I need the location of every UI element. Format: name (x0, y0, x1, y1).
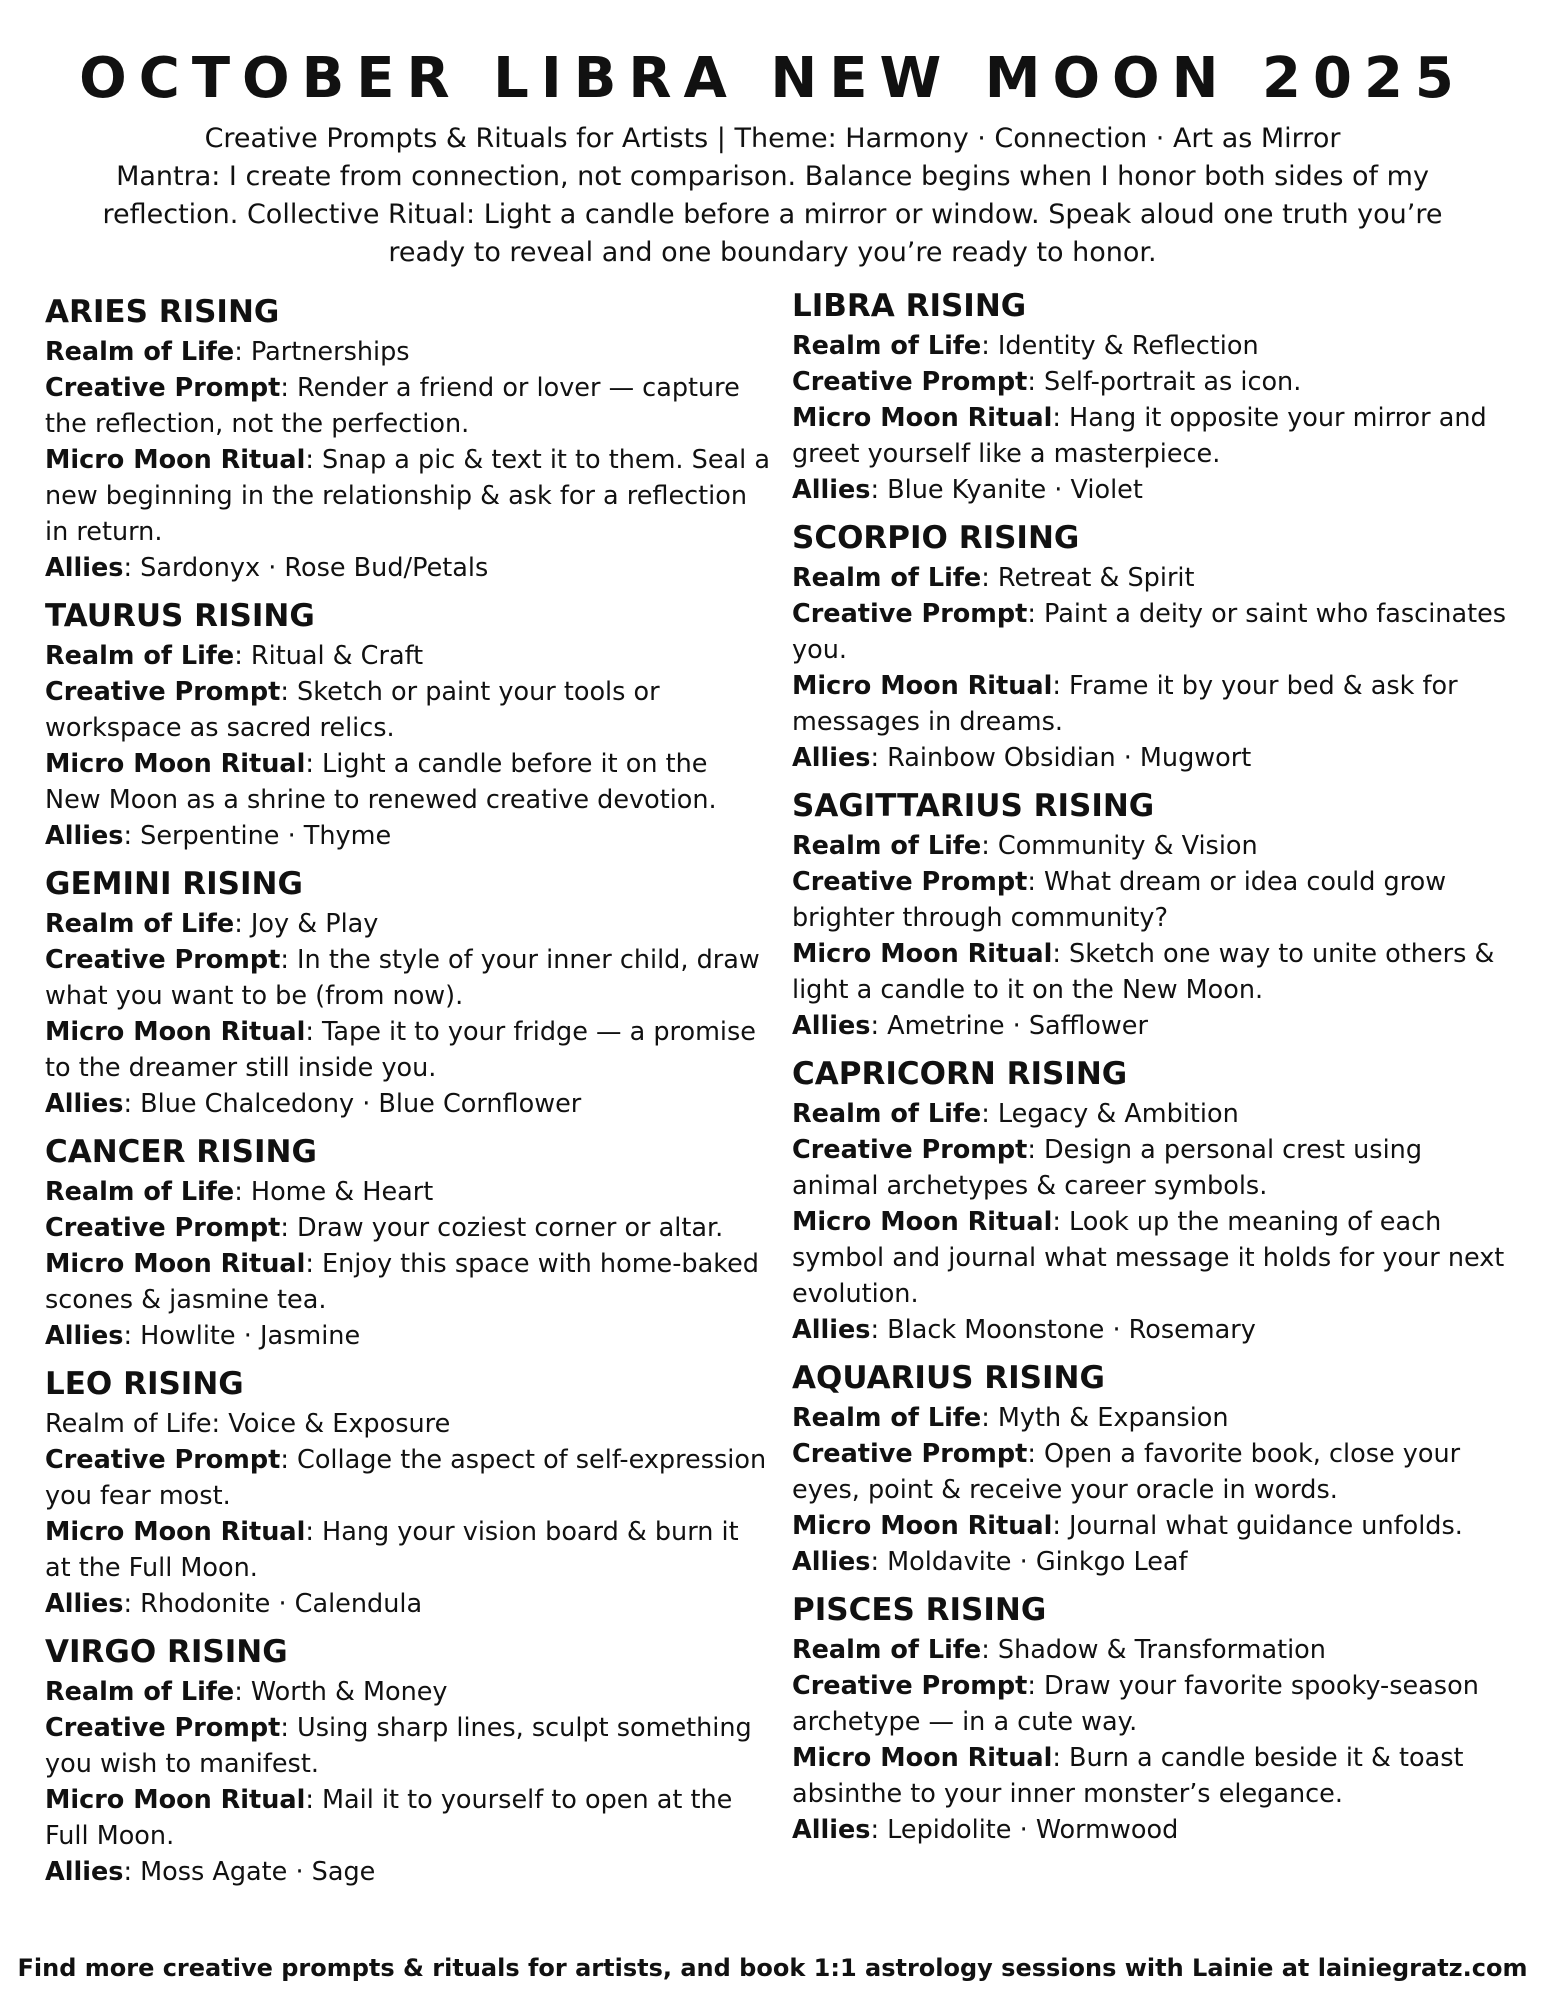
ritual-line (45, 746, 770, 818)
right-column (792, 286, 1510, 1858)
allies-line-value: : Moldavite · Ginkgo Leaf (870, 1547, 1188, 1577)
ritual-line-value: : Enjoy this space with home-baked scones & jasmine tea. (45, 1249, 759, 1315)
ritual-line-value: : Light a candle before it on the New Moon as a shrine to renewed creative devotion. (45, 749, 717, 815)
realm-line-label: Realm of Life (45, 641, 235, 671)
sign-heading: VIRGO RISING (45, 1634, 288, 1670)
allies-line-label: Allies (45, 553, 124, 583)
prompt-line (792, 596, 1510, 668)
ritual-line-label: Micro Moon Ritual (45, 1517, 306, 1547)
prompt-line-label: Creative Prompt (45, 1713, 281, 1743)
ritual-line-value: : Tape it to your fridge — a promise to the dreamer still inside you. (45, 1017, 756, 1083)
sign-section-capricorn (792, 1054, 1510, 1348)
sign-heading: SAGITTARIUS RISING (792, 788, 1155, 824)
intro (70, 120, 1475, 272)
allies-line-label: Allies (792, 1315, 871, 1345)
allies-line-label: Allies (792, 1815, 871, 1845)
prompt-line-value: : What dream or idea could grow brighter through community? (792, 867, 1447, 933)
sign-heading: CANCER RISING (45, 1134, 317, 1170)
prompt-line-value: : In the style of your inner child, draw what you want to be (from now). (45, 945, 760, 1011)
allies-line-value: : Blue Chalcedony · Blue Cornflower (123, 1089, 582, 1119)
allies-line (792, 1812, 1510, 1848)
sign-heading: AQUARIUS RISING (792, 1360, 1105, 1396)
sign-section-taurus (45, 596, 770, 854)
sign-heading: PISCES RISING (792, 1592, 1047, 1628)
prompt-line-value: : Sketch or paint your tools or workspace as sacred relics. (45, 677, 660, 743)
realm-line-value: : Joy & Play (234, 909, 379, 939)
ritual-line-label: Micro Moon Ritual (45, 1017, 306, 1047)
prompt-line (45, 1710, 770, 1782)
allies-line-label: Allies (45, 1857, 124, 1887)
sign-section-cancer (45, 1132, 770, 1354)
realm-line (45, 334, 770, 370)
ritual-line (792, 1204, 1510, 1312)
allies-line (792, 1544, 1510, 1580)
sign-section-pisces (792, 1590, 1510, 1848)
footer-note: Find more creative prompts & rituals for artists, and book 1:1 astrology sessions with Lainie at lainiegratz.com (17, 1954, 1528, 1982)
ritual-line-value: : Frame it by your bed & ask for messages in dreams. (792, 671, 1458, 737)
allies-line-label: Allies (45, 1589, 124, 1619)
prompt-line (45, 1442, 770, 1514)
sign-section-aries (45, 292, 770, 586)
ritual-line-value: : Hang it opposite your mirror and greet yourself like a masterpiece. (792, 403, 1487, 469)
prompt-line-value: : Self-portrait as icon. (1027, 367, 1302, 397)
prompt-line (45, 942, 770, 1014)
ritual-line-label: Micro Moon Ritual (45, 1249, 306, 1279)
ritual-line-label: Micro Moon Ritual (792, 1511, 1053, 1541)
sign-heading: CAPRICORN RISING (792, 1056, 1128, 1092)
ritual-line-label: Micro Moon Ritual (792, 939, 1053, 969)
realm-line: Realm of Life: Voice & Exposure (45, 1409, 451, 1439)
realm-line (45, 906, 770, 942)
realm-line (45, 1174, 770, 1210)
sign-section-leo (45, 1364, 770, 1622)
prompt-line-value: : Open a favorite book, close your eyes, point & receive your oracle in words. (792, 1439, 1461, 1505)
realm-line-value: : Home & Heart (234, 1177, 434, 1207)
allies-line-value: : Howlite · Jasmine (123, 1321, 361, 1351)
prompt-line-value: : Draw your favorite spooky-season archetype — in a cute way. (792, 1671, 1479, 1737)
realm-line-label: Realm of Life (792, 331, 982, 361)
ritual-line-label: Micro Moon Ritual (792, 1743, 1053, 1773)
allies-line-value: : Rainbow Obsidian · Mugwort (870, 743, 1252, 773)
prompt-line (792, 1436, 1510, 1508)
ritual-line (792, 400, 1510, 472)
allies-line-label: Allies (792, 743, 871, 773)
realm-line-label: Realm of Life (45, 337, 235, 367)
prompt-line (792, 1132, 1510, 1204)
ritual-line-value: : Hang your vision board & burn it at the Full Moon. (45, 1517, 739, 1583)
prompt-line-value: : Using sharp lines, sculpt something you wish to manifest. (45, 1713, 752, 1779)
realm-line-value: : Community & Vision (981, 831, 1258, 861)
prompt-line-value: : Render a friend or lover — capture the reflection, not the perfection. (45, 373, 740, 439)
sign-heading: TAURUS RISING (45, 598, 315, 634)
allies-line-value: : Moss Agate · Sage (123, 1857, 376, 1887)
realm-line (792, 1400, 1510, 1436)
realm-line-label: Realm of Life (45, 909, 235, 939)
ritual-line (45, 1782, 770, 1854)
ritual-line-label: Micro Moon Ritual (45, 445, 306, 475)
allies-line-value: : Rhodonite · Calendula (123, 1589, 423, 1619)
realm-line-value: : Legacy & Ambition (981, 1099, 1239, 1129)
ritual-line (792, 936, 1510, 1008)
prompt-line-label: Creative Prompt (45, 373, 281, 403)
allies-line-value: : Sardonyx · Rose Bud/Petals (123, 553, 489, 583)
allies-line (45, 818, 770, 854)
allies-line (792, 1008, 1510, 1044)
prompt-line-label: Creative Prompt (792, 367, 1028, 397)
allies-line-label: Allies (45, 821, 124, 851)
realm-line-label: Realm of Life (792, 563, 982, 593)
prompt-line-value: : Paint a deity or saint who fascinates you. (792, 599, 1507, 665)
allies-line (45, 1854, 770, 1890)
sign-heading: SCORPIO RISING (792, 520, 1080, 556)
ritual-line (792, 668, 1510, 740)
sign-section-gemini (45, 864, 770, 1122)
allies-line-value: : Ametrine · Safflower (870, 1011, 1148, 1041)
ritual-line-value: : Look up the meaning of each symbol and journal what message it holds for your next evolution. (792, 1207, 1505, 1309)
realm-line (45, 638, 770, 674)
ritual-line-label: Micro Moon Ritual (45, 749, 306, 779)
allies-line-label: Allies (45, 1321, 124, 1351)
ritual-line-value: : Burn a candle beside it & toast absinthe to your inner monster’s elegance. (792, 1743, 1464, 1809)
allies-line-value: : Blue Kyanite · Violet (870, 475, 1143, 505)
realm-line-value: : Myth & Expansion (981, 1403, 1229, 1433)
prompt-line-label: Creative Prompt (792, 1135, 1028, 1165)
ritual-line-label: Micro Moon Ritual (792, 671, 1053, 701)
prompt-line (45, 674, 770, 746)
realm-line (792, 828, 1510, 864)
realm-line-value: : Ritual & Craft (234, 641, 424, 671)
realm-line-label: Realm of Life (792, 1635, 982, 1665)
prompt-line-value: : Draw your coziest corner or altar. (280, 1213, 724, 1243)
realm-line-value: : Partnerships (234, 337, 410, 367)
allies-line (792, 472, 1510, 508)
ritual-line-label: Micro Moon Ritual (45, 1785, 306, 1815)
realm-line-value: : Worth & Money (234, 1677, 448, 1707)
sign-heading: LEO RISING (45, 1366, 244, 1402)
realm-line (792, 1632, 1510, 1668)
allies-line (792, 740, 1510, 776)
realm-line-label: Realm of Life (792, 1403, 982, 1433)
prompt-line-label: Creative Prompt (792, 1439, 1028, 1469)
allies-line (45, 1586, 770, 1622)
prompt-line-label: Creative Prompt (792, 599, 1028, 629)
prompt-line-label: Creative Prompt (45, 1445, 281, 1475)
prompt-line-label: Creative Prompt (45, 677, 281, 707)
allies-line-label: Allies (792, 475, 871, 505)
allies-line (45, 550, 770, 586)
allies-line-value: : Serpentine · Thyme (123, 821, 392, 851)
ritual-line (792, 1740, 1510, 1812)
prompt-line (792, 1668, 1510, 1740)
ritual-line (45, 442, 770, 550)
ritual-line-label: Micro Moon Ritual (792, 403, 1053, 433)
ritual-line-value: : Journal what guidance unfolds. (1052, 1511, 1463, 1541)
ritual-line (45, 1246, 770, 1318)
sign-section-aquarius (792, 1358, 1510, 1580)
subtitle: Creative Prompts & Rituals for Artists | Theme: Harmony · Connection · Art as Mirror (204, 123, 1341, 154)
prompt-line (45, 1210, 770, 1246)
allies-line-label: Allies (792, 1547, 871, 1577)
sign-section-sagittarius (792, 786, 1510, 1044)
ritual-line-value: : Mail it to yourself to open at the Full Moon. (45, 1785, 733, 1851)
sign-heading: GEMINI RISING (45, 866, 303, 902)
realm-line (45, 1674, 770, 1710)
realm-line (792, 560, 1510, 596)
page-title: OCTOBER LIBRA NEW MOON 2025 (79, 46, 1466, 111)
sign-section-scorpio (792, 518, 1510, 776)
prompt-line-label: Creative Prompt (792, 1671, 1028, 1701)
ritual-line-value: : Snap a pic & text it to them. Seal a new beginning in the relationship & ask for a reflection in return. (45, 445, 770, 547)
realm-line-label: Realm of Life (45, 1177, 235, 1207)
realm-line-label: Realm of Life (45, 1677, 235, 1707)
realm-line (792, 328, 1510, 364)
allies-line-label: Allies (45, 1089, 124, 1119)
sign-heading: ARIES RISING (45, 294, 280, 330)
allies-line (45, 1318, 770, 1354)
prompt-line-label: Creative Prompt (45, 945, 281, 975)
prompt-line-value: : Collage the aspect of self-expression you fear most. (45, 1445, 767, 1511)
sign-section-libra (792, 286, 1510, 508)
allies-line-value: : Black Moonstone · Rosemary (870, 1315, 1256, 1345)
prompt-line-label: Creative Prompt (45, 1213, 281, 1243)
sign-section-virgo (45, 1632, 770, 1890)
allies-line (45, 1086, 770, 1122)
realm-line-label: Realm of Life (792, 831, 982, 861)
realm-line-label: Realm of Life (792, 1099, 982, 1129)
ritual-line-value: : Sketch one way to unite others & light a candle to it on the New Moon. (792, 939, 1495, 1005)
prompt-line-label: Creative Prompt (792, 867, 1028, 897)
sign-heading: LIBRA RISING (792, 288, 1027, 324)
prompt-line-value: : Design a personal crest using animal archetypes & career symbols. (792, 1135, 1423, 1201)
mantra: Mantra: I create from connection, not comparison. Balance begins when I honor both sides of my reflection. Collective Ritual: Light a candle before a mirror or window. Speak aloud one truth you’re ready to reveal and one boundary you’re ready to honor. (102, 161, 1443, 268)
ritual-line-label: Micro Moon Ritual (792, 1207, 1053, 1237)
allies-line-label: Allies (792, 1011, 871, 1041)
allies-line-value: : Lepidolite · Wormwood (870, 1815, 1179, 1845)
ritual-line (45, 1014, 770, 1086)
allies-line (792, 1312, 1510, 1348)
prompt-line (45, 370, 770, 442)
realm-line-value: : Identity & Reflection (981, 331, 1259, 361)
ritual-line (792, 1508, 1510, 1544)
realm-line (792, 1096, 1510, 1132)
left-column (45, 292, 770, 1900)
prompt-line (792, 864, 1510, 936)
ritual-line (45, 1514, 770, 1586)
realm-line-value: : Shadow & Transformation (981, 1635, 1326, 1665)
prompt-line (792, 364, 1510, 400)
realm-line-value: : Retreat & Spirit (981, 563, 1195, 593)
